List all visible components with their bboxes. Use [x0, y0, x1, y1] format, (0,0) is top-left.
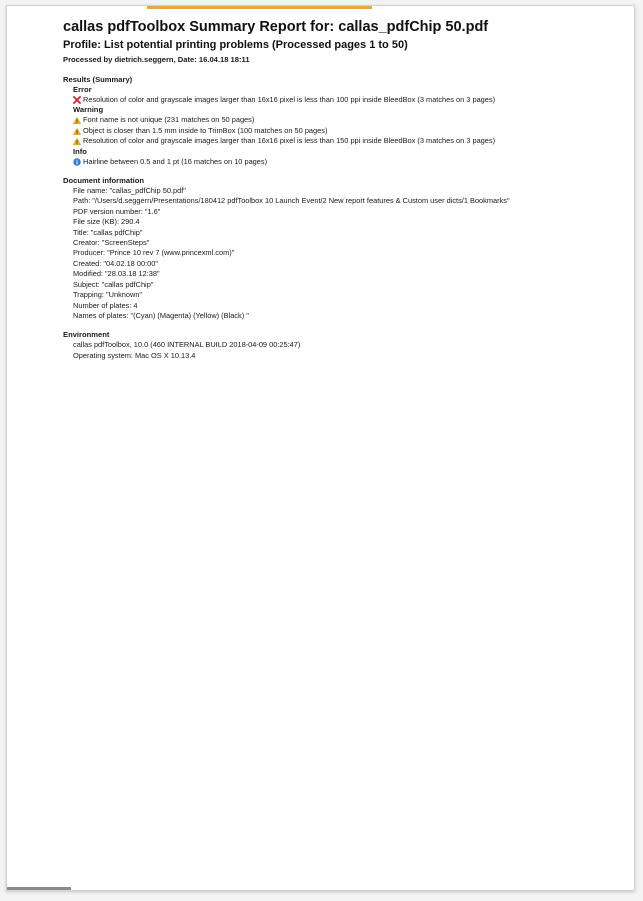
- warning-item-text: Object is closer than 1.5 mm inside to TrimBox (100 matches on 50 pages): [83, 125, 328, 135]
- error-label: Error: [73, 85, 92, 94]
- subject-line: Subject: "callas pdfChip": [73, 279, 154, 289]
- error-item: [63, 95, 626, 105]
- document-information-heading: Document information: [63, 176, 144, 186]
- warning-triangle-icon: [73, 138, 83, 145]
- modified-line: Modified: "28.03.18 12:38": [73, 269, 160, 279]
- warning-label: Warning: [73, 105, 104, 115]
- info-item-text: Hairline between 0.5 and 1 pt (16 matches on 10 pages): [83, 156, 268, 166]
- creator-line: Creator: "ScreenSteps": [73, 238, 150, 248]
- trapping-line: Trapping: "Unknown": [73, 290, 143, 300]
- path-line: Path: "/Users/d.seggern/Presentations/180412 pdfToolbox 10 Launch Event/2 New report features & Custom user dicts/1 Bookmarks": [73, 196, 510, 206]
- application-line: callas pdfToolbox, 10.0 (460 INTERNAL BUILD 2018-04-09 00:25:47): [73, 340, 301, 350]
- warning-triangle-icon: [73, 128, 83, 135]
- operating-system-line: Operating system: Mac OS X 10.13.4: [73, 350, 196, 360]
- names-of-plates-line: Names of plates: "(Cyan) (Magenta) (Yellow) (Black) ": [73, 310, 249, 320]
- error-item-text: Resolution of color and grayscale images larger than 16x16 pixel is less than 100 ppi inside BleedBox (3 matches on 3 pages): [83, 95, 496, 104]
- error-x-icon: [73, 96, 83, 104]
- warning-item: [63, 136, 626, 146]
- results-heading: Results (Summary): [63, 75, 133, 84]
- info-circle-icon: [73, 158, 83, 166]
- created-line: Created: "04.02.18 00:00": [73, 258, 158, 268]
- report-page: [6, 5, 635, 891]
- file-name-line: File name: "callas_pdfChip 50.pdf": [73, 186, 186, 196]
- processed-by-line: Processed by dietrich.seggern, Date: 16.04.18 18:11: [63, 55, 250, 64]
- info-item: [63, 157, 626, 167]
- warning-item-text: Font name is not unique (231 matches on 50 pages): [83, 115, 255, 125]
- results-section: [63, 75, 626, 167]
- top-accent-bar: [147, 6, 372, 9]
- number-of-plates-line: Number of plates: 4: [73, 300, 138, 310]
- document-information-section: [63, 176, 626, 321]
- report-content: [63, 18, 626, 361]
- report-title: callas pdfToolbox Summary Report for: callas_pdfChip 50.pdf: [63, 19, 489, 35]
- environment-section: [63, 330, 626, 361]
- warning-item-text: Resolution of color and grayscale images larger than 16x16 pixel is less than 150 ppi inside BleedBox (3 matches on 3 pages): [83, 136, 496, 146]
- bottom-scroll-indicator: [7, 887, 71, 890]
- info-label: Info: [73, 146, 87, 156]
- pdf-version-line: PDF version number: "1.6": [73, 206, 161, 216]
- warning-item: [63, 126, 626, 136]
- warning-item: [63, 115, 626, 125]
- file-size-line: File size (KB): 290.4: [73, 217, 140, 227]
- environment-heading: Environment: [63, 330, 110, 340]
- producer-line: Producer: "Prince 10 rev 7 (www.princexml.com)": [73, 248, 235, 258]
- title-line: Title: "callas pdfChip": [73, 227, 143, 237]
- profile-title: Profile: List potential printing problems (Processed pages 1 to 50): [63, 39, 408, 51]
- warning-triangle-icon: [73, 117, 83, 124]
